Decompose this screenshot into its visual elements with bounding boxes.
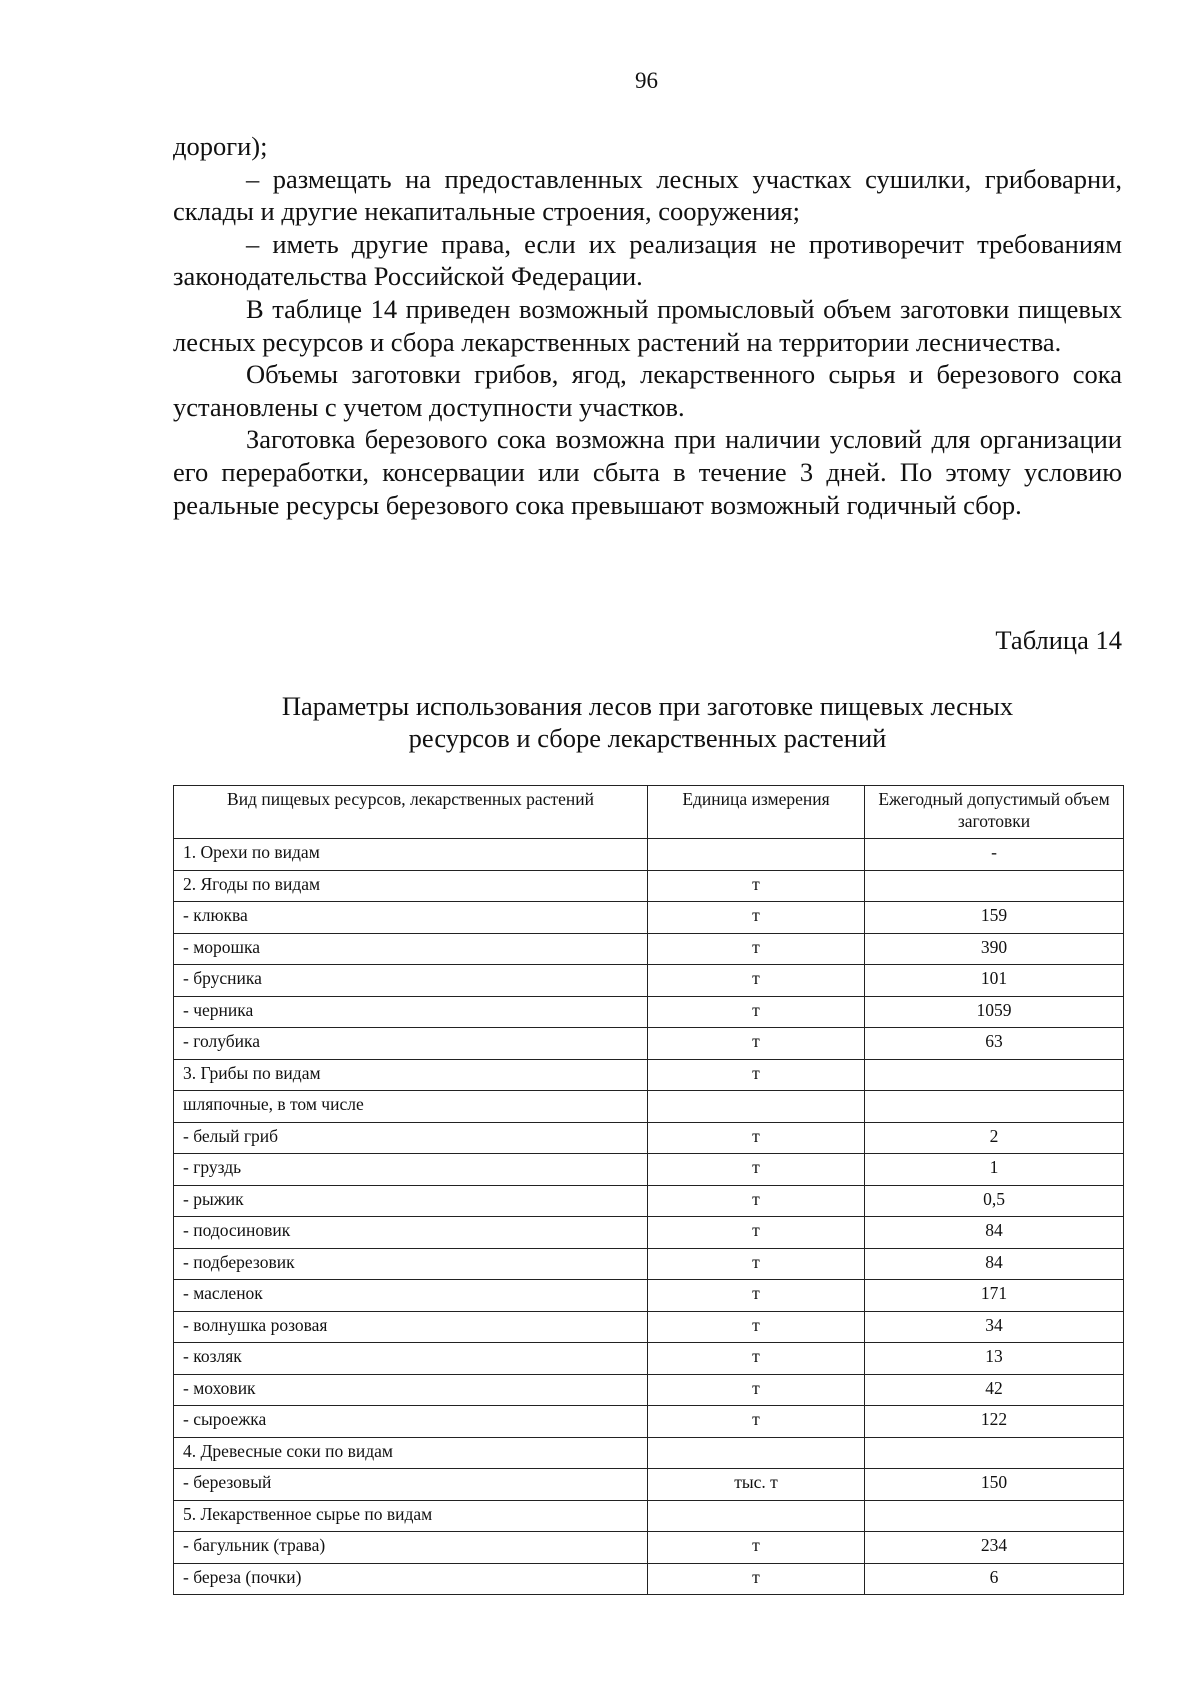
table-title-line-1: Параметры использования лесов при заготовке пищевых лесных bbox=[281, 691, 1014, 721]
cell-resource: - подосиновик bbox=[174, 1217, 648, 1249]
cell-resource: 2. Ягоды по видам bbox=[174, 870, 648, 902]
cell-unit: т bbox=[648, 1122, 865, 1154]
cell-volume: 34 bbox=[865, 1311, 1124, 1343]
cell-resource: - масленок bbox=[174, 1280, 648, 1312]
cell-unit: т bbox=[648, 870, 865, 902]
cell-unit: т bbox=[648, 1532, 865, 1564]
table-row bbox=[174, 933, 1124, 965]
cell-volume bbox=[865, 1500, 1124, 1532]
cell-unit: т bbox=[648, 1311, 865, 1343]
cell-volume: 0,5 bbox=[865, 1185, 1124, 1217]
cell-unit: тыс. т bbox=[648, 1469, 865, 1501]
table-row bbox=[174, 1311, 1124, 1343]
table-row bbox=[174, 1563, 1124, 1595]
cell-resource: - козляк bbox=[174, 1343, 648, 1375]
cell-resource: - березовый bbox=[174, 1469, 648, 1501]
table-row bbox=[174, 1374, 1124, 1406]
cell-volume: 159 bbox=[865, 902, 1124, 934]
cell-volume: 13 bbox=[865, 1343, 1124, 1375]
cell-volume: - bbox=[865, 839, 1124, 871]
cell-volume: 84 bbox=[865, 1217, 1124, 1249]
page-number: 96 bbox=[635, 68, 658, 93]
cell-resource: - береза (почки) bbox=[174, 1563, 648, 1595]
table-body bbox=[174, 839, 1124, 1595]
cell-resource: шляпочные, в том числе bbox=[174, 1091, 648, 1123]
cell-unit: т bbox=[648, 1563, 865, 1595]
cell-resource: - черника bbox=[174, 996, 648, 1028]
cell-volume: 101 bbox=[865, 965, 1124, 997]
cell-volume: 1 bbox=[865, 1154, 1124, 1186]
paragraph: – размещать на предоставленных лесных участках сушилки, грибоварни, склады и другие некапитальные строения, сооружения; bbox=[173, 163, 1122, 227]
cell-resource: - сыроежка bbox=[174, 1406, 648, 1438]
cell-resource: - моховик bbox=[174, 1374, 648, 1406]
cell-unit: т bbox=[648, 1280, 865, 1312]
table-row bbox=[174, 902, 1124, 934]
cell-unit bbox=[648, 1091, 865, 1123]
cell-volume: 171 bbox=[865, 1280, 1124, 1312]
cell-volume: 6 bbox=[865, 1563, 1124, 1595]
table-title bbox=[173, 690, 1122, 754]
cell-volume: 234 bbox=[865, 1532, 1124, 1564]
cell-volume bbox=[865, 1091, 1124, 1123]
table-row bbox=[174, 1122, 1124, 1154]
cell-volume: 2 bbox=[865, 1122, 1124, 1154]
cell-volume bbox=[865, 1437, 1124, 1469]
table-row bbox=[174, 965, 1124, 997]
table-row bbox=[174, 1217, 1124, 1249]
cell-unit: т bbox=[648, 996, 865, 1028]
paragraph: – иметь другие права, если их реализация не противоречит требованиям законодательства Российской Федерации. bbox=[173, 228, 1122, 292]
cell-resource: 4. Древесные соки по видам bbox=[174, 1437, 648, 1469]
table-header-row bbox=[174, 786, 1124, 839]
cell-unit: т bbox=[648, 1217, 865, 1249]
cell-unit: т bbox=[648, 1185, 865, 1217]
cell-resource: - морошка bbox=[174, 933, 648, 965]
header-resource-type: Вид пищевых ресурсов, лекарственных растений bbox=[174, 786, 648, 839]
cell-unit bbox=[648, 1437, 865, 1469]
cell-volume: 390 bbox=[865, 933, 1124, 965]
cell-resource: 3. Грибы по видам bbox=[174, 1059, 648, 1091]
cell-volume bbox=[865, 1059, 1124, 1091]
cell-volume: 84 bbox=[865, 1248, 1124, 1280]
table-row bbox=[174, 1469, 1124, 1501]
table-row bbox=[174, 1154, 1124, 1186]
cell-resource: - брусника bbox=[174, 965, 648, 997]
cell-resource: 5. Лекарственное сырье по видам bbox=[174, 1500, 648, 1532]
table-row bbox=[174, 1091, 1124, 1123]
paragraph: дороги); bbox=[173, 131, 268, 161]
table-row bbox=[174, 1248, 1124, 1280]
table-row bbox=[174, 1406, 1124, 1438]
table-row bbox=[174, 1028, 1124, 1060]
cell-unit: т bbox=[648, 1028, 865, 1060]
paragraph: Объемы заготовки грибов, ягод, лекарственного сырья и березового сока установлены с учетом доступности участков. bbox=[173, 359, 1122, 422]
resources-table bbox=[173, 785, 1124, 1595]
cell-unit bbox=[648, 839, 865, 871]
cell-unit bbox=[648, 1500, 865, 1532]
cell-volume: 1059 bbox=[865, 996, 1124, 1028]
body-text bbox=[173, 130, 1122, 521]
cell-resource: 1. Орехи по видам bbox=[174, 839, 648, 871]
cell-volume bbox=[865, 870, 1124, 902]
table-label: Таблица 14 bbox=[995, 625, 1122, 655]
cell-unit: т bbox=[648, 902, 865, 934]
cell-unit: т bbox=[648, 1406, 865, 1438]
cell-resource: - клюква bbox=[174, 902, 648, 934]
cell-volume: 63 bbox=[865, 1028, 1124, 1060]
cell-resource: - голубика bbox=[174, 1028, 648, 1060]
cell-volume: 122 bbox=[865, 1406, 1124, 1438]
cell-unit: т bbox=[648, 1059, 865, 1091]
table-row bbox=[174, 1500, 1124, 1532]
table-row bbox=[174, 870, 1124, 902]
cell-unit: т bbox=[648, 1374, 865, 1406]
cell-resource: - багульник (трава) bbox=[174, 1532, 648, 1564]
header-annual-volume: Ежегодный допустимый объем заготовки bbox=[865, 786, 1124, 839]
table-row bbox=[174, 1437, 1124, 1469]
table-title-line-2: ресурсов и сборе лекарственных растений bbox=[408, 723, 887, 753]
cell-resource: - рыжик bbox=[174, 1185, 648, 1217]
paragraph: Заготовка березового сока возможна при наличии условий для организации его переработки, консервации или сбыта в течение 3 дней. По этому условию реальные ресурсы березового сока превышают возможный годичный сбор. bbox=[173, 424, 1122, 520]
table-row bbox=[174, 1059, 1124, 1091]
cell-resource: - волнушка розовая bbox=[174, 1311, 648, 1343]
paragraph: В таблице 14 приведен возможный промысловый объем заготовки пищевых лесных ресурсов и сбора лекарственных растений на территории лесничества. bbox=[173, 293, 1122, 357]
cell-unit: т bbox=[648, 965, 865, 997]
table-row bbox=[174, 996, 1124, 1028]
header-unit: Единица измерения bbox=[648, 786, 865, 839]
cell-resource: - белый гриб bbox=[174, 1122, 648, 1154]
cell-resource: - подберезовик bbox=[174, 1248, 648, 1280]
cell-unit: т bbox=[648, 1343, 865, 1375]
table-row bbox=[174, 839, 1124, 871]
table-row bbox=[174, 1280, 1124, 1312]
table-row bbox=[174, 1532, 1124, 1564]
cell-resource: - груздь bbox=[174, 1154, 648, 1186]
cell-unit: т bbox=[648, 933, 865, 965]
table-row bbox=[174, 1185, 1124, 1217]
table-row bbox=[174, 1343, 1124, 1375]
cell-unit: т bbox=[648, 1154, 865, 1186]
cell-volume: 42 bbox=[865, 1374, 1124, 1406]
cell-volume: 150 bbox=[865, 1469, 1124, 1501]
cell-unit: т bbox=[648, 1248, 865, 1280]
